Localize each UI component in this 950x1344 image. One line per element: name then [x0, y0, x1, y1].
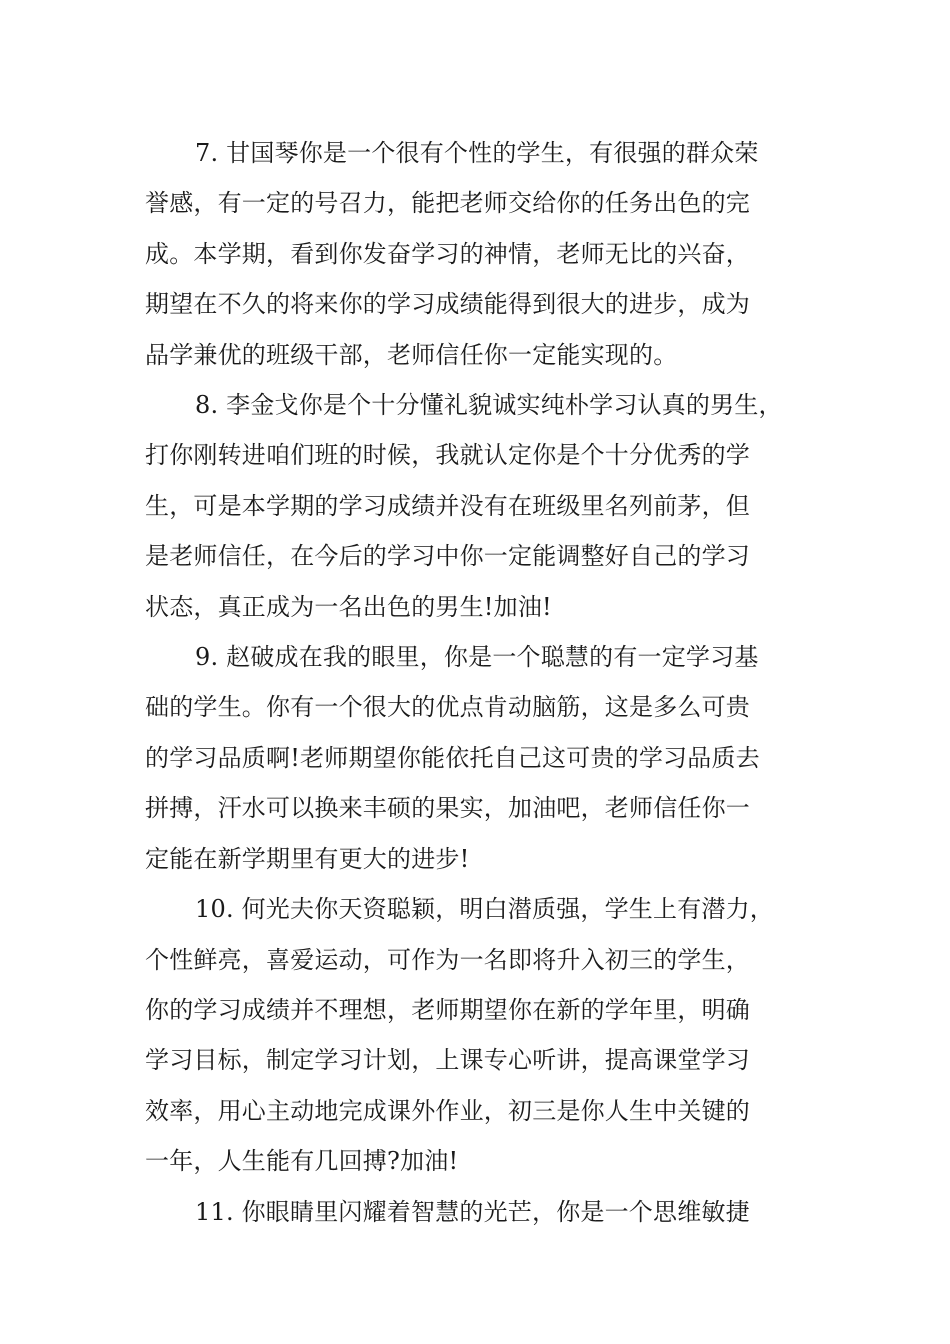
text-line: 10. 何光夫你天资聪颖，明白潜质强，学生上有潜力， — [195, 895, 774, 924]
text-line: 期望在不久的将来你的学习成绩能得到很大的进步，成为 — [145, 290, 750, 319]
text-line: 学习目标，制定学习计划，上课专心听讲，提高课堂学习 — [145, 1046, 750, 1075]
text-line: 8. 李金戈你是个十分懂礼貌诚实纯朴学习认真的男生， — [195, 391, 783, 420]
text-line: 你的学习成绩并不理想，老师期望你在新的学年里，明确 — [145, 995, 750, 1024]
text-line: 定能在新学期里有更大的进步! — [145, 844, 470, 873]
text-line: 品学兼优的班级干部，老师信任你一定能实现的。 — [145, 340, 678, 369]
text-line: 的学习品质啊!老师期望你能依托自己这可贵的学习品质去 — [145, 743, 760, 772]
text-line: 一年，人生能有几回搏?加油! — [145, 1147, 459, 1176]
text-line: 效率，用心主动地完成课外作业，初三是你人生中关键的 — [145, 1096, 750, 1125]
paragraph-10 — [145, 884, 825, 1186]
text-line: 拼搏，汗水可以换来丰硕的果实，加油吧，老师信任你一 — [145, 794, 750, 823]
document-body — [145, 128, 825, 1237]
paragraph-7 — [145, 128, 825, 380]
text-line: 生，可是本学期的学习成绩并没有在班级里名列前茅，但 — [145, 491, 750, 520]
text-line: 状态，真正成为一名出色的男生!加油! — [145, 592, 552, 621]
text-line: 个性鲜亮，喜爱运动，可作为一名即将升入初三的学生， — [145, 945, 750, 974]
text-line: 成。本学期，看到你发奋学习的神情，老师无比的兴奋， — [145, 239, 750, 268]
text-line: 础的学生。你有一个很大的优点肯动脑筋，这是多么可贵 — [145, 693, 750, 722]
text-line: 誉感，有一定的号召力，能把老师交给你的任务出色的完 — [145, 189, 750, 218]
text-line: 是老师信任，在今后的学习中你一定能调整好自己的学习 — [145, 542, 750, 571]
text-line: 7. 甘国琴你是一个很有个性的学生，有很强的群众荣 — [195, 139, 759, 167]
text-line: 11. 你眼睛里闪耀着智慧的光芒，你是一个思维敏捷 — [195, 1197, 750, 1226]
paragraph-11 — [145, 1187, 825, 1237]
text-line: 打你刚转进咱们班的时候，我就认定你是个十分优秀的学 — [145, 441, 750, 470]
paragraph-8 — [145, 380, 825, 632]
text-line: 9. 赵破成在我的眼里，你是一个聪慧的有一定学习基 — [195, 643, 759, 672]
paragraph-9 — [145, 632, 825, 884]
